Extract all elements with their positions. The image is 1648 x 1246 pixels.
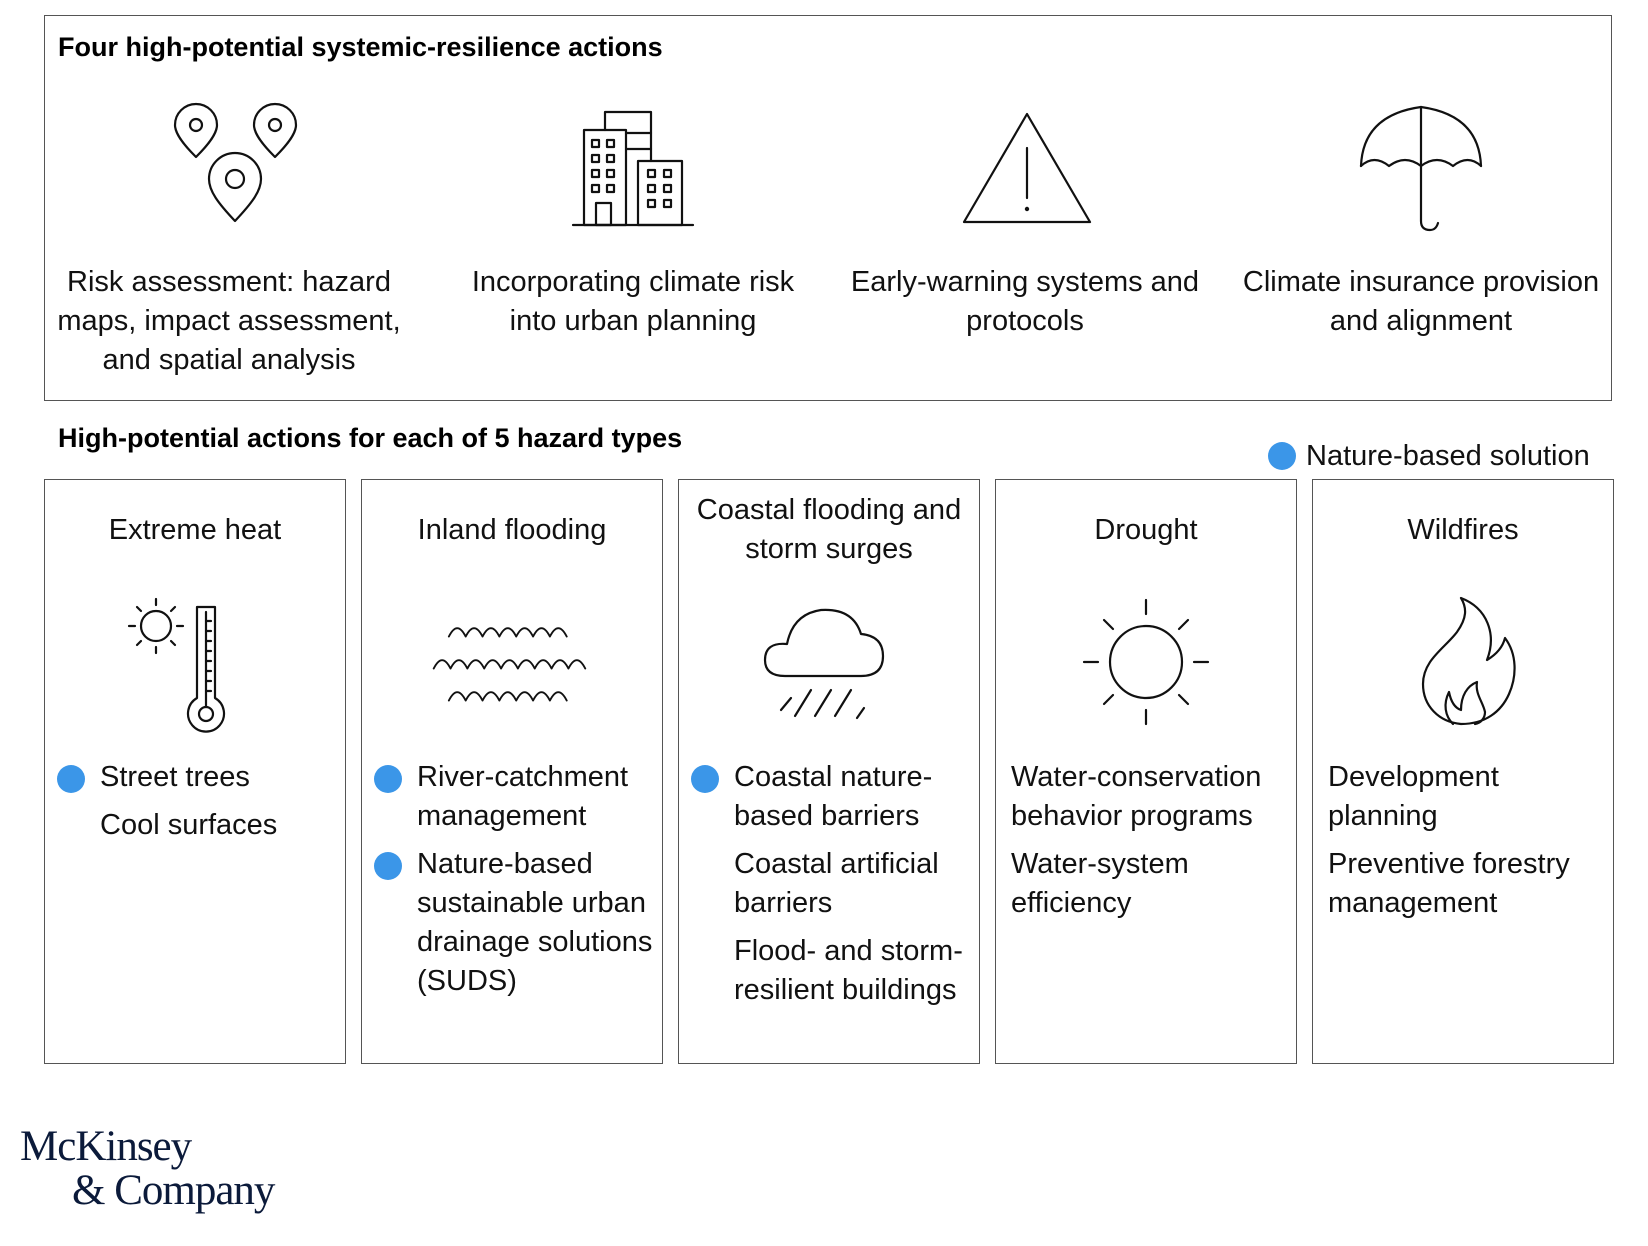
item-text: Flood- and storm-resilient buildings [734, 935, 963, 1006]
action-label: Climate insurance provision and alignment [1242, 266, 1600, 337]
action-urban-planning [448, 95, 818, 385]
list-item [996, 845, 1296, 923]
buildings-icon [563, 103, 703, 233]
nature-based-dot [374, 852, 402, 880]
list-item [45, 806, 345, 845]
nature-based-dot [691, 765, 719, 793]
hazard-items [1313, 758, 1613, 932]
action-risk-assessment [44, 95, 414, 385]
sun-icon [1066, 586, 1226, 736]
action-label: Incorporating climate risk into urban planning [471, 266, 795, 337]
hazard-coastal-flooding [678, 479, 980, 1064]
action-climate-insurance [1236, 95, 1606, 385]
hazard-actions-heading: High-potential actions for each of 5 hazard types [58, 423, 683, 453]
list-item [679, 845, 979, 923]
list-item [679, 932, 979, 1010]
nature-based-dot [57, 765, 85, 793]
waves-icon [432, 586, 592, 736]
list-item [362, 845, 662, 1001]
logo-line-2: & Company [72, 1167, 275, 1214]
action-early-warning [840, 95, 1210, 385]
item-text: Street trees [100, 761, 250, 793]
hazard-items [362, 758, 662, 1010]
hazard-title: Wildfires [1407, 513, 1519, 546]
legend-label: Nature-based solution [1306, 439, 1590, 472]
item-text: Preventive forestry management [1328, 848, 1570, 919]
hazard-drought [995, 479, 1297, 1064]
item-text: Coastal nature-based barriers [734, 761, 933, 832]
item-text: Coastal artificial barriers [734, 848, 939, 919]
list-item [45, 758, 345, 797]
hazard-wildfires [1312, 479, 1614, 1064]
map-pins-icon [159, 103, 299, 233]
rain-cloud-icon [749, 586, 909, 736]
list-item [362, 758, 662, 836]
sun-thermometer-icon [115, 586, 275, 736]
list-item [679, 758, 979, 836]
hazard-title: Extreme heat [108, 513, 282, 546]
nature-based-dot [374, 765, 402, 793]
hazard-title: Coastal flooding and storm surges [696, 494, 962, 565]
hazard-items [45, 758, 345, 854]
legend [1268, 438, 1590, 474]
item-text: Cool surfaces [100, 809, 278, 841]
list-item [1313, 758, 1613, 836]
action-label: Risk assessment: hazard maps, impact assessment, and spatial analysis [57, 266, 401, 376]
hazard-inland-flooding [361, 479, 663, 1064]
list-item [1313, 845, 1613, 923]
mckinsey-logo [20, 1125, 274, 1213]
item-text: Water-system efficiency [1011, 848, 1189, 919]
item-text: Water-conservation behavior programs [1011, 761, 1262, 832]
item-text: Development planning [1328, 761, 1499, 832]
list-item [996, 758, 1296, 836]
legend-dot [1268, 442, 1296, 470]
umbrella-icon [1351, 103, 1491, 233]
flame-icon [1383, 586, 1543, 736]
item-text: Nature-based sustainable urban drainage solutions (SUDS) [417, 848, 653, 997]
item-text: River-catchment management [417, 761, 629, 832]
hazard-extreme-heat [44, 479, 346, 1064]
systemic-actions-heading: Four high-potential systemic-resilience actions [58, 32, 663, 62]
logo-line-1: McKinsey [20, 1123, 192, 1170]
hazard-items [679, 758, 979, 1019]
hazard-title: Drought [1094, 513, 1198, 546]
hazard-items [996, 758, 1296, 932]
hazard-title: Inland flooding [417, 513, 607, 546]
warning-triangle-icon [955, 103, 1095, 233]
action-label: Early-warning systems and protocols [850, 266, 1200, 337]
